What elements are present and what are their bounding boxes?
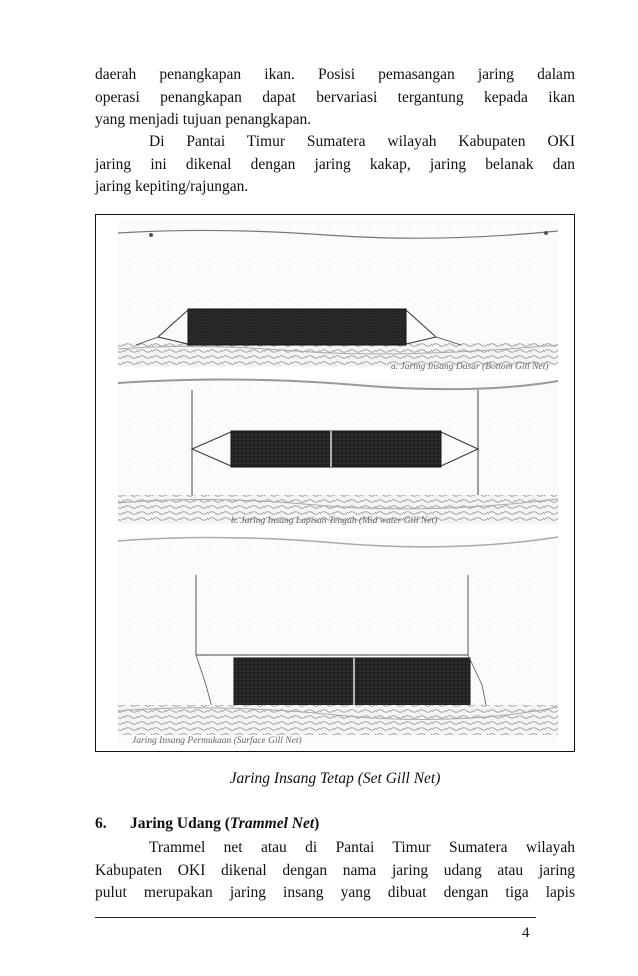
section-paragraph-line-1: Trammel net atau di Pantai Timur Sumatera wilayah bbox=[149, 839, 575, 856]
section-number: 6. bbox=[95, 815, 107, 832]
paragraph-1-line-1: daerah penangkapan ikan. Posisi pemasangan jaring dalam bbox=[95, 66, 575, 83]
section-title-italic: Trammel Net bbox=[229, 815, 315, 832]
paragraph-2 bbox=[95, 131, 575, 199]
section-paragraph-line-3: pulut merupakan jaring insang yang dibuat dengan tiga lapis bbox=[95, 884, 575, 901]
panel-mid-water-gill-net bbox=[118, 379, 558, 526]
section-paragraph-line-2: Kabupaten OKI dikenal dengan nama jaring udang atau jaring bbox=[95, 861, 575, 879]
panel-surface-gill-net bbox=[118, 537, 558, 746]
footer-rule bbox=[95, 917, 536, 918]
gill-net-figure bbox=[95, 214, 575, 752]
panel-b-label: b. Jaring Insang Lapisan Tengah (Mid water Gill Net) bbox=[231, 516, 438, 526]
paragraph-1-line-3: yang menjadi tujuan penangkapan. bbox=[95, 111, 312, 128]
paragraph-2-line-2: jaring ini dikenal dengan jaring kakap, jaring belanak dan bbox=[95, 155, 575, 173]
section-heading bbox=[95, 815, 319, 833]
panel-bottom-gill-net bbox=[118, 219, 558, 372]
section-paragraph bbox=[95, 837, 575, 905]
gill-net-illustration bbox=[96, 215, 573, 750]
paragraph-2-line-1: Di Pantai Timur Sumatera wilayah Kabupaten OKI bbox=[149, 133, 575, 150]
paragraph-1-line-2: operasi penangkapan dapat bervariasi tergantung kepada ikan bbox=[95, 88, 575, 106]
section-title-plain: Jaring Udang ( bbox=[130, 815, 230, 832]
section-title-close: ) bbox=[314, 815, 320, 832]
panel-c-label: Jaring Insang Permukaan (Surface Gill Net) bbox=[132, 736, 302, 746]
paragraph-1 bbox=[95, 64, 575, 132]
panel-a-label: a. Jaring Insang Dasar (Bottom Gill Net) bbox=[391, 362, 549, 372]
page-number: 4 bbox=[522, 925, 530, 941]
figure-caption: Jaring Insang Tetap (Set Gill Net) bbox=[229, 770, 441, 787]
paragraph-2-line-3: jaring kepiting/rajungan. bbox=[95, 178, 249, 195]
